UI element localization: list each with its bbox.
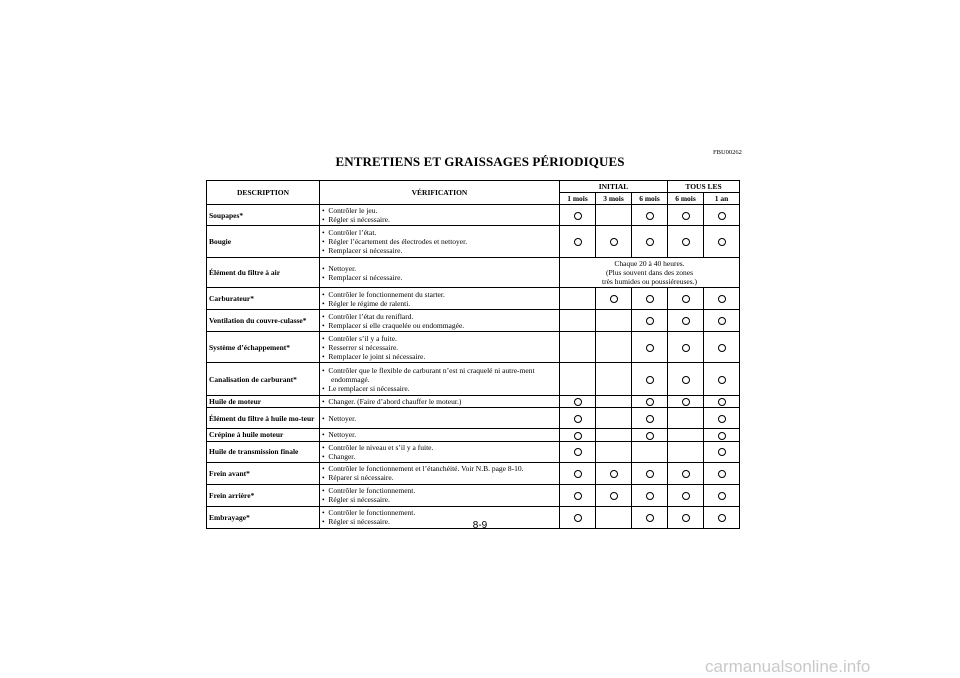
interval-cell: [560, 310, 596, 332]
circle-mark-icon: [646, 432, 654, 440]
circle-mark-icon: [646, 317, 654, 325]
item-description: Système d’échappement*: [207, 332, 320, 363]
interval-cell: [632, 226, 668, 258]
circle-mark-icon: [718, 470, 726, 478]
bullet-icon: •: [322, 228, 329, 237]
check-step: [322, 206, 557, 215]
circle-mark-icon: [610, 238, 618, 246]
circle-mark-icon: [718, 212, 726, 220]
interval-cell: [704, 462, 740, 484]
circle-mark-icon: [718, 238, 726, 246]
item-verification: [320, 226, 560, 258]
circle-mark-icon: [718, 295, 726, 303]
table-row: [207, 332, 740, 363]
interval-cell: [704, 396, 740, 408]
item-description: Soupapes*: [207, 205, 320, 226]
interval-cell: [668, 363, 704, 396]
interval-cell: [560, 363, 596, 396]
page-number: 8-9: [472, 520, 488, 531]
interval-cell: [560, 332, 596, 363]
item-description: Frein arrière*: [207, 484, 320, 506]
interval-cell: [596, 363, 632, 396]
circle-mark-icon: [574, 470, 582, 478]
interval-cell: [632, 310, 668, 332]
circle-mark-icon: [610, 470, 618, 478]
item-verification: [320, 429, 560, 441]
item-verification: [320, 462, 560, 484]
check-step-text: Contrôler le fonctionnement et l’étanchéité. Voir N.B. page 8-10.: [328, 464, 524, 474]
check-step: [322, 343, 557, 352]
check-step-text: Contrôler le fonctionnement.: [328, 508, 416, 518]
circle-mark-icon: [718, 344, 726, 352]
interval-cell: [704, 363, 740, 396]
check-step: [322, 397, 557, 406]
check-step-text: Régler si nécessaire.: [328, 495, 390, 505]
bullet-icon: •: [322, 289, 329, 299]
circle-mark-icon: [718, 398, 726, 406]
header-tous-les: TOUS LES: [668, 181, 740, 193]
circle-mark-icon: [718, 415, 726, 423]
table-row: [207, 484, 740, 506]
check-step-text: Contrôler le fonctionnement du starter.: [328, 289, 445, 299]
item-verification: [320, 332, 560, 363]
header-interval: 1 mois: [560, 193, 596, 205]
interval-cell: [668, 462, 704, 484]
check-step: [322, 246, 557, 255]
circle-mark-icon: [646, 470, 654, 478]
item-description: Élément du filtre à air: [207, 258, 320, 288]
interval-cell: [668, 441, 704, 462]
circle-mark-icon: [682, 376, 690, 384]
interval-note-line: Chaque 20 à 40 heures.: [614, 259, 685, 268]
circle-mark-icon: [718, 448, 726, 456]
item-verification: [320, 205, 560, 226]
bullet-icon: •: [322, 263, 329, 273]
check-step-text: Nettoyer.: [328, 430, 357, 440]
bullet-icon: •: [322, 298, 329, 308]
check-step-text: Régler si nécessaire.: [328, 517, 390, 527]
bullet-icon: •: [322, 215, 329, 224]
circle-mark-icon: [646, 212, 654, 220]
document-code: FBU00262: [713, 149, 742, 156]
interval-cell: [632, 288, 668, 310]
table-row: [207, 429, 740, 441]
interval-cell: [704, 226, 740, 258]
interval-cell: [560, 484, 596, 506]
check-step: [322, 273, 557, 282]
item-description: Huile de moteur: [207, 396, 320, 408]
circle-mark-icon: [718, 376, 726, 384]
bullet-icon: •: [322, 486, 329, 496]
interval-cell: [596, 462, 632, 484]
check-step: [322, 290, 557, 299]
check-step-text: Régler l’écartement des électrodes et nettoyer.: [328, 237, 468, 246]
interval-cell: [596, 332, 632, 363]
interval-cell: [704, 441, 740, 462]
item-description: Frein avant*: [207, 462, 320, 484]
circle-mark-icon: [610, 295, 618, 303]
check-step: [322, 452, 557, 461]
interval-cell: [668, 332, 704, 363]
circle-mark-icon: [574, 212, 582, 220]
check-step: [322, 495, 557, 504]
check-step: [322, 264, 557, 273]
check-step-text: Remplacer si nécessaire.: [328, 246, 403, 255]
header-interval: 6 mois: [668, 193, 704, 205]
check-step: [322, 215, 557, 224]
item-description: Canalisation de carburant*: [207, 363, 320, 396]
bullet-icon: •: [322, 495, 329, 505]
bullet-icon: •: [322, 342, 329, 352]
page-title: ENTRETIENS ET GRAISSAGES PÉRIODIQUES: [335, 154, 625, 169]
bullet-icon: •: [322, 351, 329, 361]
check-step: [322, 334, 557, 343]
check-step-text: Changer.: [328, 451, 356, 461]
interval-cell: [560, 396, 596, 408]
circle-mark-icon: [682, 344, 690, 352]
interval-cell: [632, 462, 668, 484]
table-row: [207, 310, 740, 332]
table-row: [207, 258, 740, 288]
check-step: [322, 414, 557, 423]
bullet-icon: •: [322, 237, 329, 246]
check-step: [322, 464, 557, 473]
circle-mark-icon: [682, 492, 690, 500]
circle-mark-icon: [646, 492, 654, 500]
circle-mark-icon: [574, 432, 582, 440]
check-step: [322, 321, 557, 330]
interval-cell: [632, 441, 668, 462]
bullet-icon: •: [322, 206, 329, 215]
circle-mark-icon: [682, 317, 690, 325]
check-step-text: Remplacer si nécessaire.: [328, 272, 403, 282]
bullet-icon: •: [322, 365, 329, 375]
check-step-text: Réparer si nécessaire.: [328, 473, 394, 483]
check-step-text: Contrôler le fonctionnement.: [328, 486, 416, 496]
bullet-icon: •: [322, 413, 329, 423]
circle-mark-icon: [718, 432, 726, 440]
table-row: [207, 462, 740, 484]
interval-cell: [704, 288, 740, 310]
check-step-text: Nettoyer.: [328, 263, 357, 273]
interval-cell: [704, 310, 740, 332]
interval-cell: [596, 408, 632, 429]
interval-cell: [560, 288, 596, 310]
circle-mark-icon: [682, 238, 690, 246]
check-step: [322, 299, 557, 308]
check-step: [322, 473, 557, 482]
interval-cell: [560, 205, 596, 226]
interval-cell: [668, 226, 704, 258]
item-description: Élément du filtre à huile mo-teur: [207, 408, 320, 429]
check-step: [322, 430, 557, 439]
check-step-text: Contrôler le jeu.: [328, 206, 378, 215]
interval-cell: [704, 429, 740, 441]
interval-cell: [560, 408, 596, 429]
circle-mark-icon: [646, 295, 654, 303]
circle-mark-icon: [574, 492, 582, 500]
circle-mark-icon: [682, 295, 690, 303]
table-row: [207, 408, 740, 429]
interval-cell: [632, 484, 668, 506]
header-interval: 3 mois: [596, 193, 632, 205]
item-description: Embrayage*: [207, 506, 320, 528]
interval-cell: [704, 332, 740, 363]
interval-cell: [596, 484, 632, 506]
check-step-text: Contrôler l’état du reniflard.: [328, 311, 414, 321]
interval-cell: [632, 205, 668, 226]
bullet-icon: •: [322, 442, 329, 452]
check-step-text: Remplacer si elle craquelée ou endommagée.: [328, 320, 465, 330]
item-verification: [320, 288, 560, 310]
check-step-text: Contrôler s’il y a fuite.: [328, 333, 397, 343]
check-step-text: Changer. (Faire d’abord chauffer le moteur.): [328, 397, 462, 407]
check-step: [322, 228, 557, 237]
item-description: Ventilation du couvre-culasse*: [207, 310, 320, 332]
interval-cell: [596, 288, 632, 310]
item-description: Crépine à huile moteur: [207, 429, 320, 441]
check-step-text: Régler si nécessaire.: [328, 215, 390, 224]
circle-mark-icon: [682, 470, 690, 478]
bullet-icon: •: [322, 508, 329, 518]
maintenance-table-body: [207, 205, 740, 529]
circle-mark-icon: [610, 492, 618, 500]
interval-cell: [596, 441, 632, 462]
header-initial: INITIAL: [560, 181, 668, 193]
interval-cell: [632, 363, 668, 396]
interval-note-line: (Plus souvent dans des zones: [605, 268, 694, 277]
table-row: [207, 441, 740, 462]
circle-mark-icon: [574, 415, 582, 423]
bullet-icon: •: [322, 333, 329, 343]
item-verification: [320, 484, 560, 506]
header-verification: VÉRIFICATION: [320, 181, 560, 205]
bullet-icon: •: [322, 311, 329, 321]
interval-cell: [668, 484, 704, 506]
check-step: [322, 366, 557, 384]
check-step-text: Le remplacer si nécessaire.: [328, 383, 410, 393]
bullet-icon: •: [322, 383, 329, 393]
header-interval: 6 mois: [632, 193, 668, 205]
bullet-icon: •: [322, 451, 329, 461]
check-step: [322, 443, 557, 452]
circle-mark-icon: [646, 238, 654, 246]
circle-mark-icon: [646, 415, 654, 423]
bullet-icon: •: [322, 517, 329, 527]
circle-mark-icon: [574, 238, 582, 246]
watermark: carmanualsonline.info: [705, 657, 871, 676]
circle-mark-icon: [682, 398, 690, 406]
header-interval: 1 an: [704, 193, 740, 205]
interval-cell: [596, 226, 632, 258]
bullet-icon: •: [322, 464, 329, 474]
maintenance-table: [206, 180, 740, 529]
interval-cell: [668, 310, 704, 332]
interval-cell: [596, 429, 632, 441]
interval-note-line: très humides ou poussiéreuses.): [602, 277, 697, 286]
interval-cell: [668, 288, 704, 310]
item-verification: [320, 310, 560, 332]
table-row: [207, 396, 740, 408]
circle-mark-icon: [646, 398, 654, 406]
interval-cell: [596, 396, 632, 408]
interval-cell: [704, 205, 740, 226]
check-step: [322, 486, 557, 495]
bullet-icon: •: [322, 320, 329, 330]
check-step-text: Contrôler que le flexible de carburant n’est ni craquelé ni autre-ment endommagé.: [328, 365, 535, 384]
check-step-text: Nettoyer.: [328, 413, 357, 423]
check-step-text: Régler le régime de ralenti.: [328, 298, 411, 308]
interval-cell: [668, 429, 704, 441]
interval-note: [560, 258, 740, 288]
interval-cell: [596, 310, 632, 332]
check-step: [322, 352, 557, 361]
table-row: [207, 288, 740, 310]
bullet-icon: •: [322, 272, 329, 282]
interval-cell: [704, 408, 740, 429]
check-step: [322, 237, 557, 246]
interval-cell: [668, 408, 704, 429]
interval-cell: [560, 462, 596, 484]
check-step: [322, 508, 557, 517]
interval-cell: [560, 441, 596, 462]
bullet-icon: •: [322, 473, 329, 483]
check-step-text: Resserrer si nécessaire.: [328, 342, 399, 352]
item-verification: [320, 363, 560, 396]
check-step: [322, 384, 557, 393]
circle-mark-icon: [574, 398, 582, 406]
item-description: Huile de transmission finale: [207, 441, 320, 462]
table-row: [207, 205, 740, 226]
table-row: [207, 226, 740, 258]
check-step-text: Contrôler l’état.: [328, 228, 377, 237]
interval-cell: [632, 408, 668, 429]
header-description: DESCRIPTION: [207, 181, 320, 205]
interval-cell: [596, 205, 632, 226]
interval-cell: [704, 484, 740, 506]
circle-mark-icon: [718, 317, 726, 325]
circle-mark-icon: [646, 376, 654, 384]
interval-cell: [632, 429, 668, 441]
interval-cell: [668, 396, 704, 408]
bullet-icon: •: [322, 430, 329, 440]
circle-mark-icon: [574, 448, 582, 456]
item-verification: [320, 258, 560, 288]
check-step-text: Remplacer le joint si nécessaire.: [328, 351, 426, 361]
circle-mark-icon: [646, 344, 654, 352]
interval-cell: [668, 205, 704, 226]
interval-cell: [632, 332, 668, 363]
item-description: Carburateur*: [207, 288, 320, 310]
check-step-text: Contrôler le niveau et s’il y a fuite.: [328, 442, 434, 452]
bullet-icon: •: [322, 246, 329, 255]
item-verification: [320, 396, 560, 408]
interval-cell: [632, 396, 668, 408]
interval-cell: [560, 226, 596, 258]
item-verification: [320, 408, 560, 429]
table-row: [207, 363, 740, 396]
bullet-icon: •: [322, 397, 329, 407]
item-description: Bougie: [207, 226, 320, 258]
interval-cell: [560, 429, 596, 441]
circle-mark-icon: [682, 212, 690, 220]
item-verification: [320, 441, 560, 462]
circle-mark-icon: [718, 492, 726, 500]
check-step: [322, 312, 557, 321]
